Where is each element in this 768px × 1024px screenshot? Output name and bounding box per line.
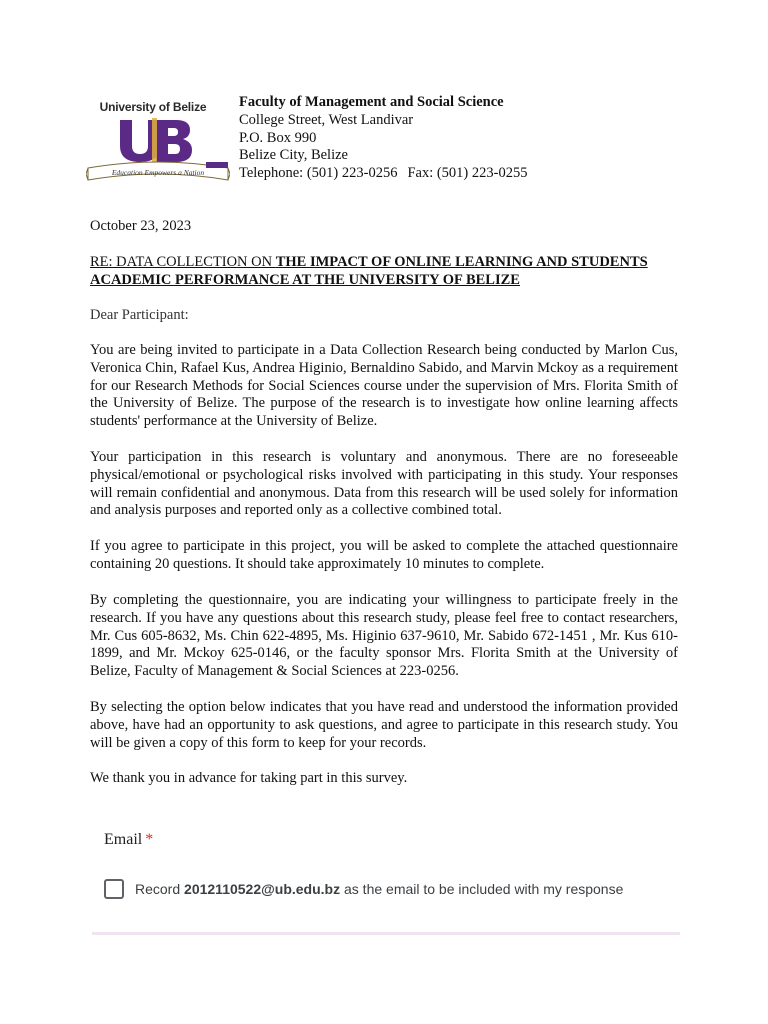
record-prefix: Record bbox=[135, 881, 185, 897]
university-logo bbox=[86, 96, 230, 188]
section-divider bbox=[92, 932, 680, 935]
respondent-email-address: 2012110522@ub.edu.bz bbox=[184, 881, 341, 897]
logo-motto-banner bbox=[86, 158, 230, 186]
street-address: College Street, West Landivar bbox=[239, 111, 414, 128]
subject-prefix: RE: DATA COLLECTION ON bbox=[90, 254, 276, 270]
record-email-label[interactable] bbox=[135, 881, 623, 897]
telephone: Telephone: (501) 223-0256 bbox=[239, 165, 398, 182]
paragraph-invitation: You are being invited to participate in a Data Collection Research being conducted by Marlon Cus, Veronica Chin, Rafael Kus, Andrea Higinio, Bernaldino Sabido, and Marvin Mckoy as a requirement for our Research Methods for Social Sciences course under the supervision of Mrs. Florita Smith of the University of Belize. The purpose of the research is to investigate how online learning affects students' performance at the University of Belize. bbox=[90, 342, 678, 430]
record-email-option[interactable] bbox=[104, 877, 623, 901]
paragraph-consent: By selecting the option below indicates that you have read and understood the information provided above, have had an opportunity to ask questions, and agree to participate in this research study. You will be given a copy of this form to keep for your records. bbox=[90, 699, 678, 751]
record-suffix: as the email to be included with my response bbox=[340, 881, 624, 897]
email-label-text: Email bbox=[104, 831, 143, 848]
subject-title: THE IMPACT OF ONLINE LEARNING AND STUDENTS ACADEMIC PERFORMANCE AT THE UNIVERSITY OF BELIZE bbox=[90, 254, 648, 288]
logo-motto-text: Education Empowers a Nation bbox=[111, 168, 205, 177]
contact-line bbox=[239, 165, 527, 183]
city: Belize City, Belize bbox=[239, 147, 348, 164]
letterhead-address bbox=[239, 94, 527, 183]
po-box: P.O. Box 990 bbox=[239, 129, 317, 146]
paragraph-thanks: We thank you in advance for taking part in this survey. bbox=[90, 770, 408, 786]
record-email-checkbox[interactable] bbox=[104, 879, 124, 899]
paragraph-voluntary: Your participation in this research is voluntary and anonymous. There are no foreseeable physical/emotional or psychological risks involved with participating in this study. Your responses will remain confidential and anonymous. Data from this research will be used solely for information and analysis purposes and reported only as a collective combined total. bbox=[90, 449, 678, 519]
email-question-label bbox=[104, 831, 153, 849]
paragraph-questionnaire: If you agree to participate in this project, you will be asked to complete the attached questionnaire containing 20 questions. It should take approximately 10 minutes to complete. bbox=[90, 538, 678, 572]
subject-line bbox=[90, 253, 680, 289]
faculty-name: Faculty of Management and Social Science bbox=[239, 94, 504, 110]
fax: Fax: (501) 223-0255 bbox=[407, 165, 528, 182]
salutation: Dear Participant: bbox=[90, 307, 189, 323]
paragraph-contacts: By completing the questionnaire, you are indicating your willingness to participate freely in the research. If you have any questions about this research study, please feel free to contact researchers, Mr. Cus 605-8632, Ms. Chin 622-4895, Ms. Higinio 637-9610, Mr. Sabido 672-1451 , Mr. Kus 610-1899, and Mr. Mckoy 625-0146, or the faculty sponsor Mrs. Florita Smith at the University of Belize, Faculty of Management & Social Sciences at 223-0256. bbox=[90, 592, 678, 680]
letter-date: October 23, 2023 bbox=[90, 218, 192, 234]
logo-university-name: University of Belize bbox=[99, 100, 207, 114]
required-asterisk: * bbox=[145, 831, 154, 848]
ub-logo-mark bbox=[116, 116, 196, 164]
